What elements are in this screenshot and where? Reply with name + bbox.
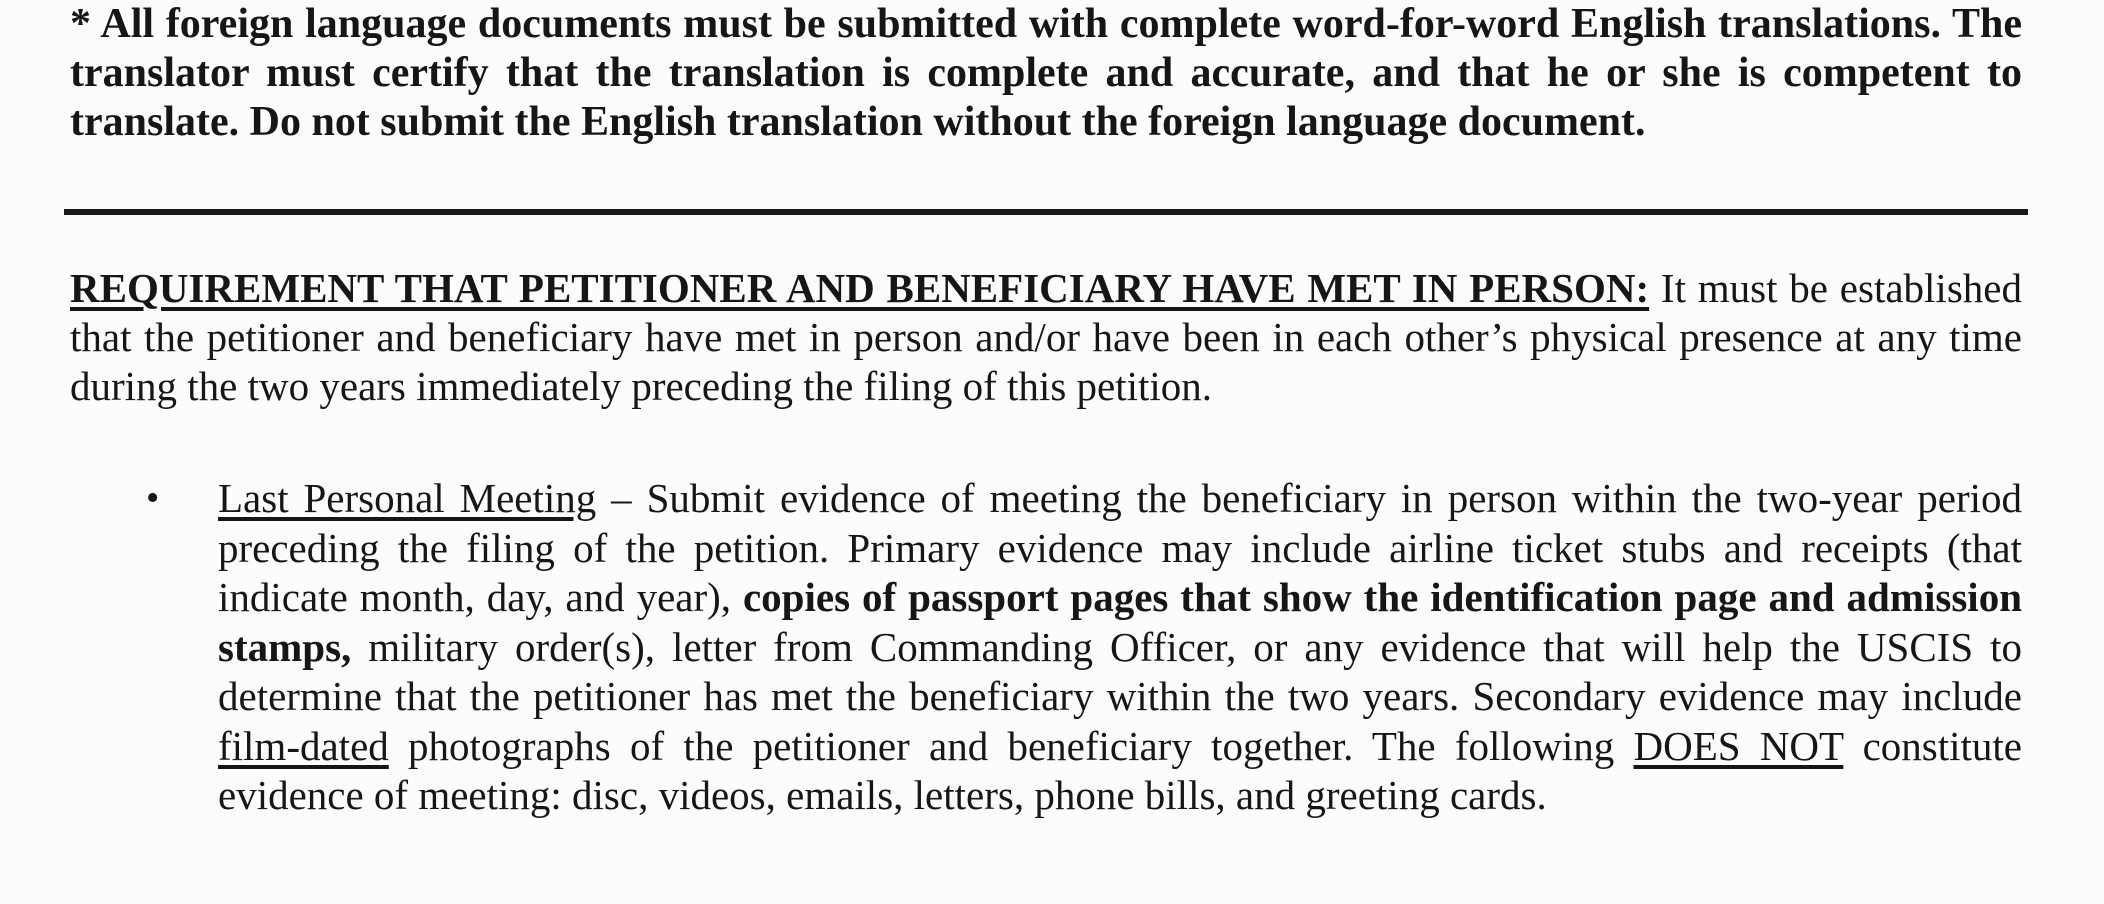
evidence-title: Last Personal Meeting [218,475,597,521]
evidence-text-2: military order(s), letter from Commanding Officer, or any evidence that will help the USCIS to determine that the petitioner has met the beneficiary within the two years. Secondary evidence may include [218,623,2022,719]
evidence-underlined-negation: DOES NOT [1633,722,1844,769]
evidence-list-item [218,474,2022,821]
requirement-body: It must be established that the petitioner and beneficiary have met in person and/or have been in each other’s physical presence at any time during the two years immediately preceding the filing of this petition. [70,265,2022,409]
translation-note: * All foreign language documents must be submitted with complete word-for-word English translations. The translator must certify that the translation is complete and accurate, and that he or she is competent to translate. Do not submit the English translation without the foreign language document. [70,1,2022,145]
evidence-text-1: – Submit evidence of meeting the beneficiary in person within the two-year period preceding the filing of the petition. Primary evidence may include airline ticket stubs and receipts (that indicate month, day, and year), [218,475,2022,620]
bullet-icon: • [146,477,160,519]
evidence-underlined-term: film-dated [218,722,389,769]
evidence-text-4: constitute evidence of meeting: disc, videos, emails, letters, phone bills, and greeting cards. [218,722,2022,818]
evidence-bold-text: copies of passport pages that show the identification page and admission stamps, [218,574,2023,670]
requirement-heading: REQUIREMENT THAT PETITIONER AND BENEFICIARY HAVE MET IN PERSON: [70,265,1650,311]
section-divider [64,209,2028,215]
requirement-paragraph [70,264,2022,411]
evidence-text-3: photographs of the petitioner and beneficiary together. The following [388,722,1634,769]
